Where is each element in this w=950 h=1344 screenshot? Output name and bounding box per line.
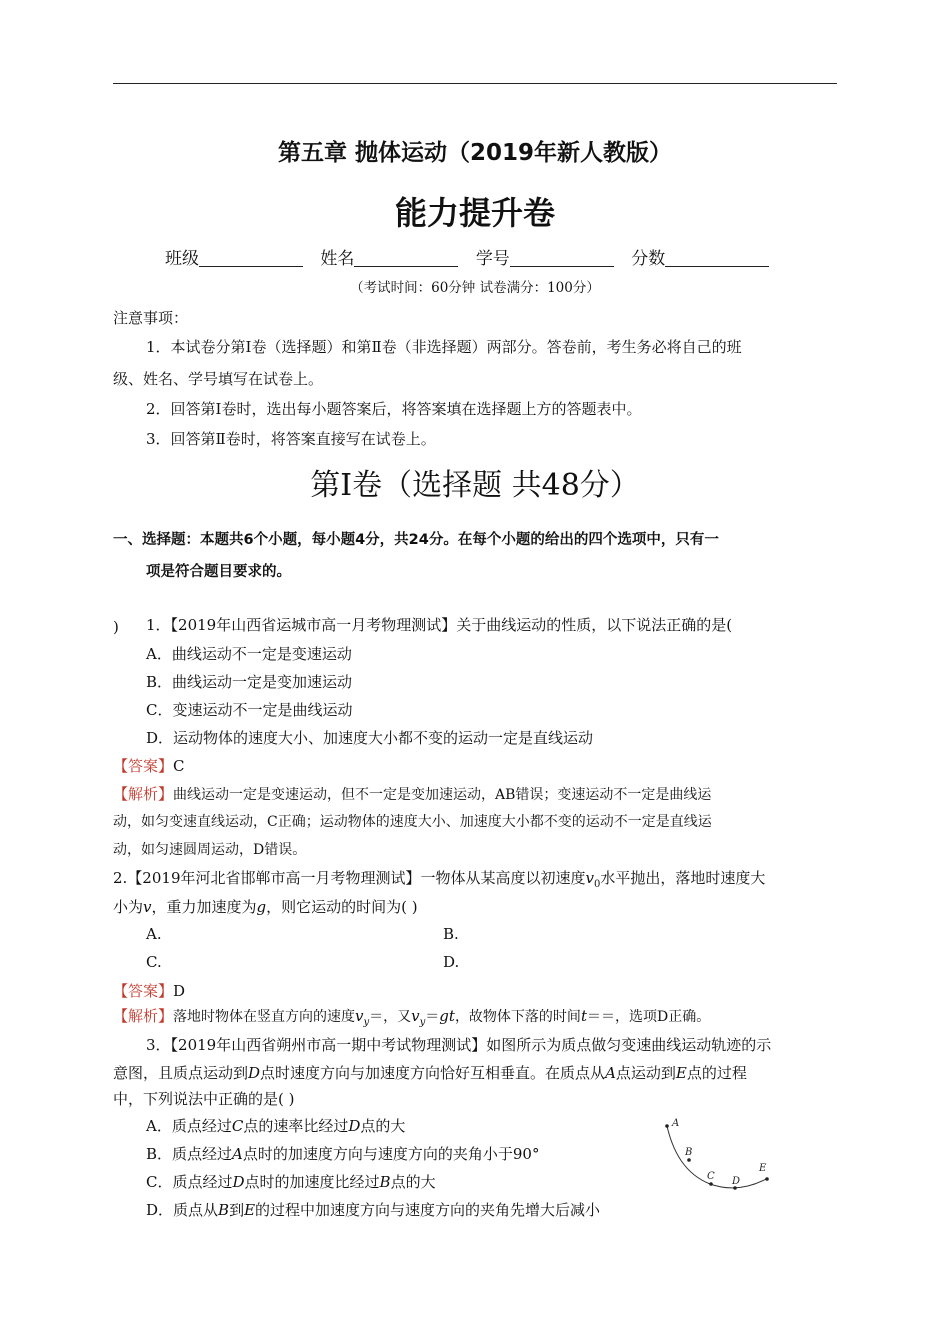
q3-opt-c-3: 点的大 <box>390 1173 436 1191</box>
q3-stem-c: 中，下列说法中正确的是( ) <box>113 1090 295 1108</box>
point-e-label: E <box>759 1163 767 1174</box>
q3-opt-a-2: 点的速率比经过 <box>243 1117 349 1135</box>
q1-analysis-c: 动，如匀速圆周运动，D错误。 <box>113 842 307 858</box>
q2-answer <box>113 980 185 1001</box>
q3-opt-d-b: B <box>218 1201 230 1219</box>
q3-opt-c-2: 点时的加速度比经过 <box>244 1173 380 1191</box>
q2-vy-sub-2: y <box>419 1016 426 1028</box>
q3-opt-b-a: A <box>232 1145 243 1163</box>
field-id-label: 学号 <box>475 249 510 269</box>
q1-answer <box>113 755 185 776</box>
q3-opt-b-2: 点时的加速度方向与速度方向的夹角小于90° <box>242 1145 540 1163</box>
q1-analysis-b: 动，如匀变速直线运动，C正确；运动物体的速度大小、加速度大小都不变的运动不一定是直线运 <box>113 814 712 830</box>
notice-item-2: 2．回答第Ⅰ卷时，选出每小题答案后，将答案填在选择题上方的答题表中。 <box>146 400 642 418</box>
q3-opt-a-3: 点的大 <box>360 1117 406 1135</box>
q2-answer-value: D <box>173 982 186 1000</box>
chapter-title: 第五章 抛体运动（2019年新人教版） <box>277 140 673 166</box>
point-a-label: A <box>672 1118 680 1129</box>
q2-vy: v <box>355 1007 364 1025</box>
q2-v0: v <box>585 869 594 887</box>
q1-analysis-a-line <box>113 783 711 804</box>
q3-opt-d-3: 的过程中加速度方向与速度方向的夹角先增大后减小 <box>255 1201 601 1219</box>
q2-analysis-label: 【解析】 <box>113 1007 174 1025</box>
q3-stem-b3: 点运动到 <box>615 1064 676 1082</box>
q1-stem-a: 1．【2019年山西省运城市高一月考物理测试】关于曲线运动的性质，以下说法正确的是( <box>146 616 733 634</box>
field-class-label: 班级 <box>165 249 199 269</box>
q2-analysis <box>113 1005 710 1028</box>
q3-option-c <box>146 1171 436 1192</box>
header-rule <box>113 83 837 84</box>
q1-answer-value: C <box>173 757 185 775</box>
q2-analysis-4: ，故物体下落的时间 <box>454 1009 581 1025</box>
q2-g: g <box>256 898 267 916</box>
q1-option-d: D．运动物体的速度大小、加速度大小都不变的运动一定是直线运动 <box>146 729 594 747</box>
q3-stem-a: 3．【2019年山西省朔州市高一期中考试物理测试】如图所示为质点做匀变速曲线运动轨迹的示 <box>146 1036 772 1054</box>
point-b-label: B <box>685 1147 693 1158</box>
q3-opt-a-c: C <box>231 1117 244 1135</box>
point-b-dot <box>687 1158 691 1162</box>
field-class-blank[interactable] <box>199 248 303 267</box>
q3-d: D <box>248 1064 261 1082</box>
point-d-label: D <box>732 1176 741 1187</box>
q3-opt-d-2: 到 <box>229 1201 245 1219</box>
exam-time-info: （考试时间：60分钟 试卷满分：100分） <box>350 280 600 296</box>
q3-opt-a-d: D <box>348 1117 361 1135</box>
q2-v: v <box>143 898 152 916</box>
q2-analysis-2: ＝，又 <box>369 1009 412 1025</box>
point-c-dot <box>709 1182 713 1186</box>
q2-vy-2: v <box>411 1007 420 1025</box>
q1-option-c: C．变速运动不一定是曲线运动 <box>146 701 353 719</box>
exam-subtitle: 能力提升卷 <box>394 194 555 232</box>
q3-opt-d-e: E <box>244 1201 256 1219</box>
q3-a: A <box>605 1064 616 1082</box>
q3-opt-c-1: C．质点经过 <box>146 1173 233 1191</box>
section-title: 第Ⅰ卷（选择题 共48分） <box>310 468 640 503</box>
q3-stem-b2: 点时速度方向与加速度方向恰好互相垂直。在质点从 <box>260 1064 606 1082</box>
field-score-label: 分数 <box>631 249 666 269</box>
q2-analysis-5: ＝＝，选项D正确。 <box>586 1009 711 1025</box>
q2-stem-a2: 水平抛出，落地时速度大 <box>600 869 766 887</box>
q2-option-b: B. <box>443 925 459 943</box>
q2-stem-a <box>113 867 765 890</box>
section-instruction-a: 一、选择题：本题共6个小题，每小题4分，共24分。在每个小题的给出的四个选项中，只有一 <box>113 532 719 548</box>
q2-stem-b3: ，则它运动的时间为( ) <box>266 898 418 916</box>
q2-v0-sub: 0 <box>593 879 601 890</box>
q1-option-b: B．曲线运动一定是变加速运动 <box>146 673 353 691</box>
notice-item-3: 3．回答第Ⅱ卷时，将答案直接写在试卷上。 <box>146 430 436 448</box>
q2-stem-b2: ，重力加速度为 <box>151 898 257 916</box>
point-c-label: C <box>707 1171 715 1182</box>
q3-opt-b-1: B．质点经过 <box>146 1145 233 1163</box>
q3-opt-c-d: D <box>232 1173 245 1191</box>
q2-vy-sub: y <box>363 1016 370 1028</box>
q1-analysis-a: 曲线运动一定是变速运动，但不一定是变加速运动，AB错误；变速运动不一定是曲线运 <box>173 787 712 803</box>
q2-t: t <box>580 1007 587 1025</box>
field-score-blank[interactable] <box>665 248 769 267</box>
q2-option-c: C. <box>146 953 162 971</box>
field-name-label: 姓名 <box>320 249 355 269</box>
q2-option-a: A. <box>146 925 162 943</box>
q3-option-a <box>146 1115 405 1136</box>
trajectory-figure <box>655 1112 785 1202</box>
notice-heading: 注意事项： <box>113 309 189 327</box>
q3-option-d <box>146 1199 600 1220</box>
q3-opt-d-1: D．质点从 <box>146 1201 219 1219</box>
q3-option-b <box>146 1143 539 1164</box>
q3-opt-a-1: A．质点经过 <box>146 1117 232 1135</box>
field-name-blank[interactable] <box>354 248 458 267</box>
q3-stem-b4: 点的过程 <box>686 1064 747 1082</box>
point-e-dot <box>765 1177 769 1181</box>
section-instruction-b: 项是符合题目要求的。 <box>146 564 291 580</box>
q2-stem-a1: 2.【2019年河北省邯郸市高一月考物理测试】一物体从某高度以初速度 <box>113 869 586 887</box>
notice-item-1a: 1．本试卷分第Ⅰ卷（选择题）和第Ⅱ卷（非选择题）两部分。答卷前，考生务必将自己的班 <box>146 338 742 356</box>
notice-item-1b: 级、姓名、学号填写在试卷上。 <box>113 370 324 388</box>
q2-answer-label: 【答案】 <box>113 982 174 1000</box>
q2-option-d: D. <box>443 953 460 971</box>
q3-stem-b1: 意图，且质点运动到 <box>113 1064 249 1082</box>
q1-answer-label: 【答案】 <box>113 757 174 775</box>
point-a-dot <box>665 1124 669 1128</box>
q2-stem-b <box>113 896 418 917</box>
q2-analysis-3: ＝ <box>425 1009 440 1025</box>
trajectory-curve <box>667 1126 768 1188</box>
q2-stem-b1: 小为 <box>113 898 144 916</box>
q1-analysis-label: 【解析】 <box>113 785 174 803</box>
q3-opt-c-b: B <box>379 1173 391 1191</box>
q1-option-a: A．曲线运动不一定是变速运动 <box>146 645 352 663</box>
q3-stem-b <box>113 1062 747 1083</box>
student-info-fields <box>165 244 781 269</box>
field-id-blank[interactable] <box>510 248 614 267</box>
q2-gt: gt <box>439 1007 455 1025</box>
q1-stem-b: ) <box>113 618 119 636</box>
q2-analysis-1: 落地时物体在竖直方向的速度 <box>173 1009 356 1025</box>
q3-e: E <box>675 1064 687 1082</box>
